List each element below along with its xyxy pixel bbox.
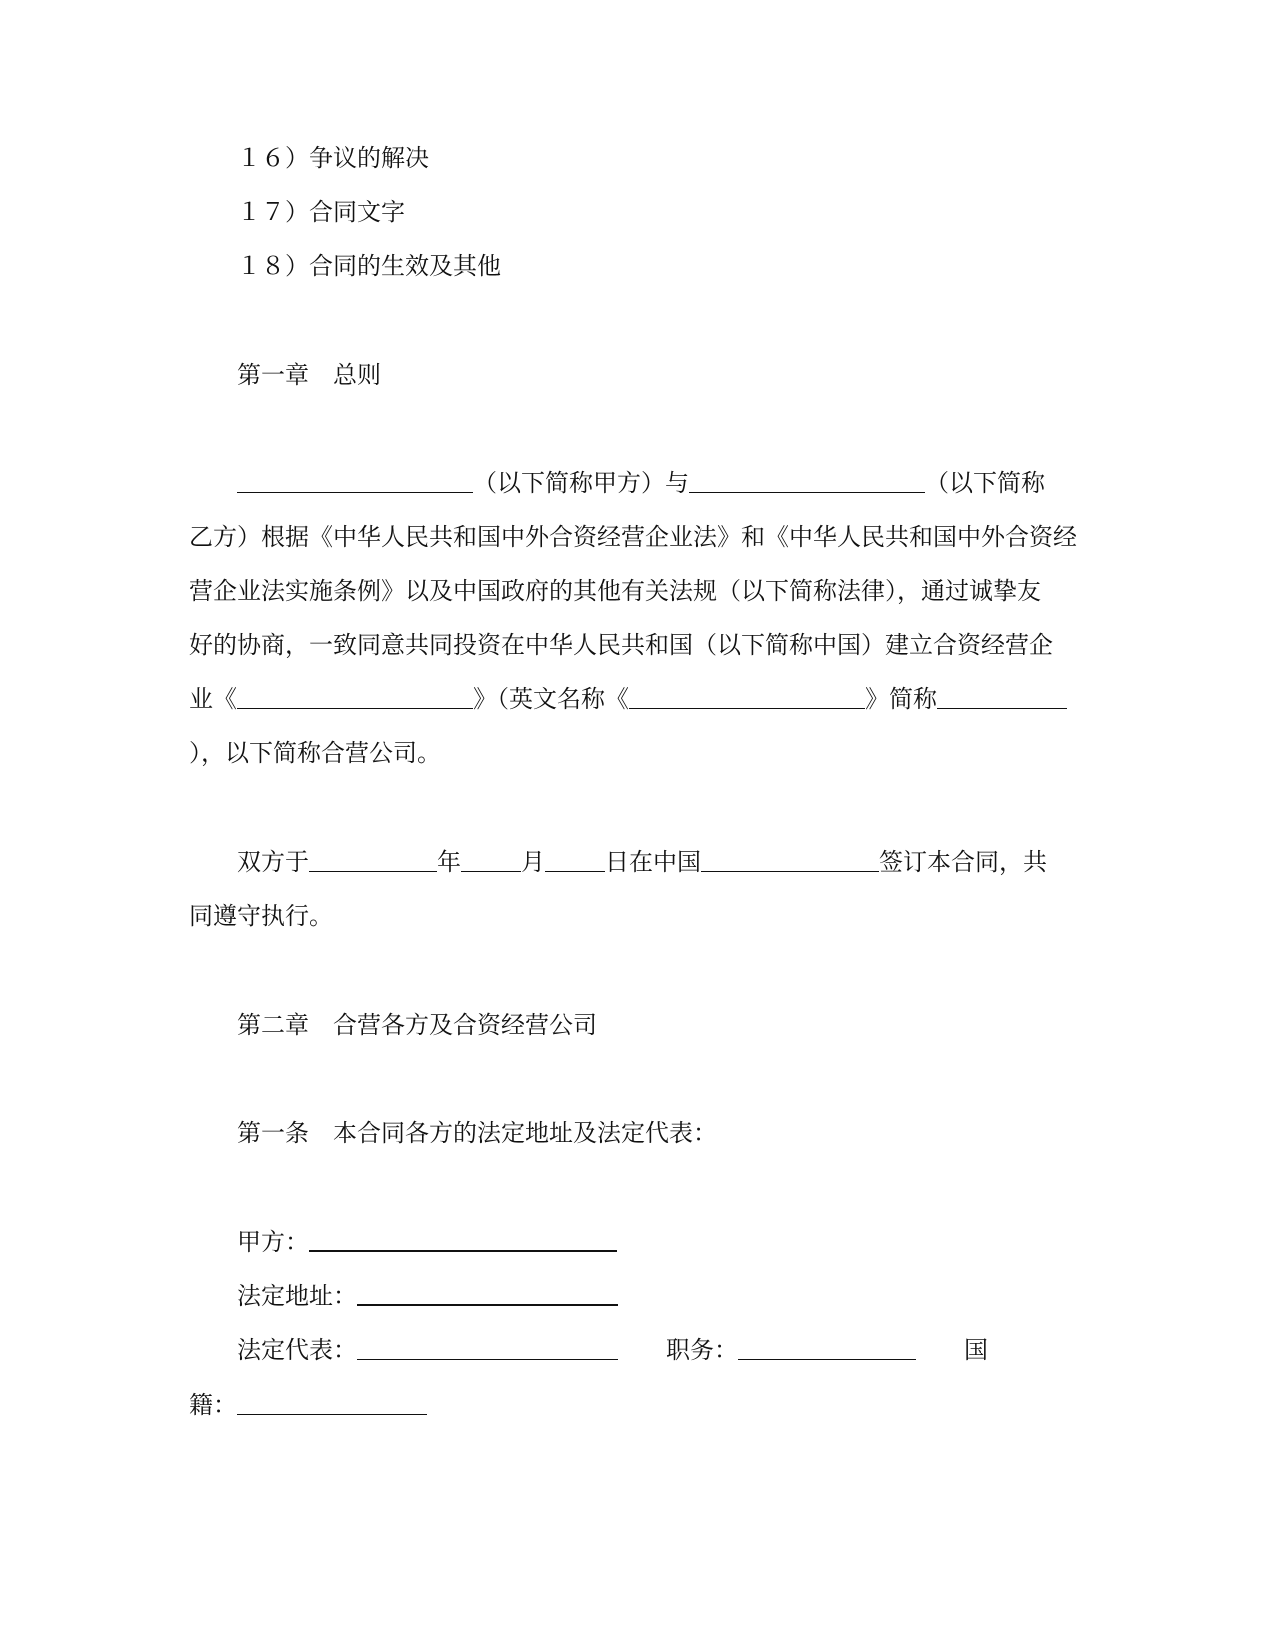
- general-line-3: [189, 576, 1085, 606]
- signing-text-a: 双方于: [237, 848, 309, 876]
- party-b-name-blank[interactable]: [689, 470, 925, 493]
- party-a-address-label: 法定地址：: [237, 1282, 357, 1310]
- party-a-rep-label: 法定代表：: [237, 1336, 357, 1364]
- toc-item-17: [237, 197, 1085, 227]
- signing-text-c: 同遵守执行。: [189, 902, 333, 930]
- party-a-nationality-label-2: 籍：: [189, 1391, 237, 1419]
- toc-item-17-text: １７）合同文字: [237, 198, 405, 226]
- article-1-title: 本合同各方的法定地址及法定代表：: [333, 1119, 717, 1147]
- signing-text-b: 签订本合同，共: [879, 848, 1047, 876]
- signing-month-blank[interactable]: [461, 849, 521, 872]
- article-1-heading: [237, 1118, 1085, 1148]
- signing-place-blank[interactable]: [701, 849, 879, 872]
- chapter-2-label: 第二章: [237, 1011, 309, 1039]
- party-a-name-field[interactable]: [309, 1228, 617, 1252]
- short-name-blank[interactable]: [937, 686, 1067, 709]
- party-a-nationality-row: [189, 1390, 1085, 1420]
- chapter-2-heading: [237, 1010, 1085, 1040]
- signing-day-blank[interactable]: [545, 849, 605, 872]
- general-line-6-text: ），以下简称合营公司。: [189, 739, 441, 767]
- general-line-5-c: 》简称: [865, 685, 937, 713]
- general-line-2-text: 乙方）根据《中华人民共和国中外合资经营企业法》和《中华人民共和国中外合资经: [189, 523, 1077, 551]
- general-line-5: [189, 684, 1085, 714]
- general-line-4-text: 好的协商，一致同意共同投资在中华人民共和国（以下简称中国）建立合资经营企: [189, 631, 1053, 659]
- toc-item-18-text: １８）合同的生效及其他: [237, 252, 501, 280]
- party-a-position-field[interactable]: [738, 1337, 916, 1360]
- party-a-rep-field[interactable]: [357, 1337, 618, 1360]
- party-a-nationality-field[interactable]: [237, 1392, 427, 1415]
- signing-line-2: [189, 901, 1085, 931]
- general-line-3-text: 营企业法实施条例》以及中国政府的其他有关法规（以下简称法律），通过诚挚友: [189, 577, 1041, 605]
- party-a-position-label: 职务：: [666, 1336, 738, 1364]
- party-a-name-row: [237, 1227, 1085, 1257]
- party-a-name-blank[interactable]: [237, 470, 473, 493]
- general-line-1-b: （以下简称: [925, 469, 1045, 497]
- general-line-1: [237, 468, 1085, 498]
- chapter-1-label: 第一章: [237, 361, 309, 389]
- signing-year-blank[interactable]: [309, 849, 437, 872]
- party-a-address-field[interactable]: [357, 1282, 618, 1306]
- toc-item-16: [237, 143, 1085, 173]
- chapter-2-title: 合营各方及合资经营公司: [333, 1011, 597, 1039]
- english-name-blank[interactable]: [629, 686, 865, 709]
- party-a-name-label: 甲方：: [237, 1228, 309, 1256]
- signing-year-label: 年: [437, 848, 461, 876]
- general-line-4: [189, 630, 1085, 660]
- general-line-1-a: （以下简称甲方）与: [473, 469, 689, 497]
- signing-day-label: 日在中国: [605, 848, 701, 876]
- general-line-2: [189, 522, 1085, 552]
- toc-item-16-text: １６）争议的解决: [237, 144, 429, 172]
- chapter-1-title: 总则: [333, 361, 381, 389]
- general-line-5-b: 》（英文名称《: [473, 685, 629, 713]
- signing-line-1: [237, 847, 1085, 877]
- company-name-blank[interactable]: [237, 686, 473, 709]
- general-line-5-a: 业《: [189, 685, 237, 713]
- article-1-label: 第一条: [237, 1119, 309, 1147]
- toc-item-18: [237, 251, 1085, 281]
- chapter-1-heading: [237, 360, 1085, 390]
- general-line-6: [189, 738, 1085, 768]
- signing-month-label: 月: [521, 848, 545, 876]
- party-a-address-row: [237, 1281, 1085, 1311]
- party-a-nationality-label-1: 国: [964, 1336, 988, 1364]
- party-a-rep-row: [237, 1335, 1085, 1365]
